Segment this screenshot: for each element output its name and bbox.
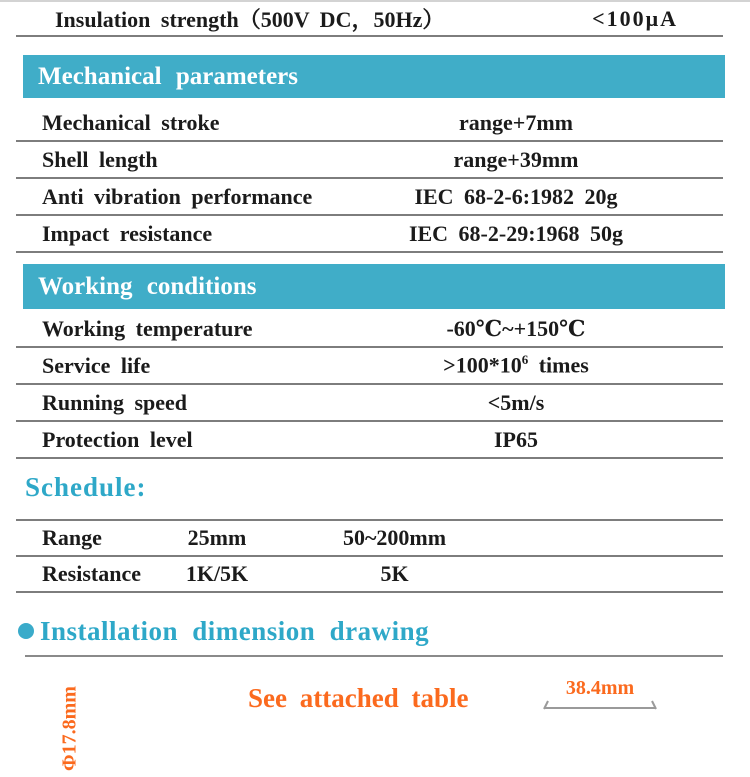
- table-row: [16, 216, 723, 253]
- table-row: [16, 521, 723, 557]
- insulation-strength-label: Insulation strength（500V DC，50Hz）: [55, 7, 445, 32]
- schedule-heading: Schedule:: [25, 472, 147, 502]
- mechanical-parameters-table: [16, 98, 723, 253]
- row-value-1: 1K/5K: [185, 561, 249, 586]
- row-value: -60℃~+150℃: [446, 315, 586, 341]
- installation-drawing-preview: [0, 657, 750, 771]
- insulation-strength-row: [16, 2, 723, 37]
- working-conditions-title: Working conditions: [38, 272, 257, 300]
- table-row: [16, 557, 723, 593]
- table-row: [16, 142, 723, 179]
- mechanical-parameters-header: [23, 55, 725, 98]
- schedule-table: [16, 519, 723, 593]
- working-conditions-header: [23, 264, 725, 309]
- row-label: Resistance: [42, 561, 141, 586]
- row-value: range+39mm: [453, 146, 579, 172]
- see-attached-table-note: See attached table: [248, 683, 469, 713]
- table-row: [16, 385, 723, 422]
- bullet-icon: [18, 623, 34, 639]
- width-dimension-label: 38.4mm: [565, 677, 635, 699]
- table-row: [16, 422, 723, 459]
- row-value-2: 50~200mm: [342, 525, 447, 550]
- row-value: IP65: [494, 426, 538, 452]
- table-row: [16, 348, 723, 385]
- row-value-2: 5K: [380, 561, 409, 586]
- row-label: Mechanical stroke: [42, 109, 220, 135]
- value-tail: times: [528, 352, 589, 378]
- insulation-strength-value: <100μA: [592, 5, 678, 31]
- row-label: Anti vibration performance: [42, 183, 313, 209]
- row-value: <5m/s: [487, 389, 545, 415]
- width-dimension: [542, 677, 658, 711]
- row-label: Working temperature: [42, 315, 253, 341]
- top-divider: [0, 0, 750, 2]
- table-row: [16, 105, 723, 142]
- dimension-line-icon: [542, 701, 658, 711]
- row-value: IEC 68-2-29:1968 50g: [408, 220, 624, 246]
- row-label: Running speed: [42, 389, 188, 415]
- installation-dimension-heading: [18, 614, 750, 648]
- row-value: range+7mm: [459, 109, 573, 135]
- row-value: [316, 352, 716, 378]
- side-dimension-label: Φ17.8mm: [58, 686, 81, 771]
- row-value: IEC 68-2-6:1982 20g: [414, 183, 618, 209]
- row-label: Service life: [42, 352, 151, 378]
- table-row: [16, 311, 723, 348]
- value-base: >100*10: [443, 352, 522, 378]
- working-conditions-table: [16, 309, 723, 459]
- row-label: Impact resistance: [42, 220, 213, 246]
- row-label: Shell length: [42, 146, 158, 172]
- row-value-1: 25mm: [187, 525, 247, 550]
- table-row: [16, 179, 723, 216]
- mechanical-parameters-title: Mechanical parameters: [38, 62, 299, 90]
- installation-dimension-title: Installation dimension drawing: [40, 615, 430, 646]
- row-label: Range: [42, 525, 102, 550]
- value-superscript: 6: [521, 352, 529, 368]
- row-label: Protection level: [42, 426, 193, 452]
